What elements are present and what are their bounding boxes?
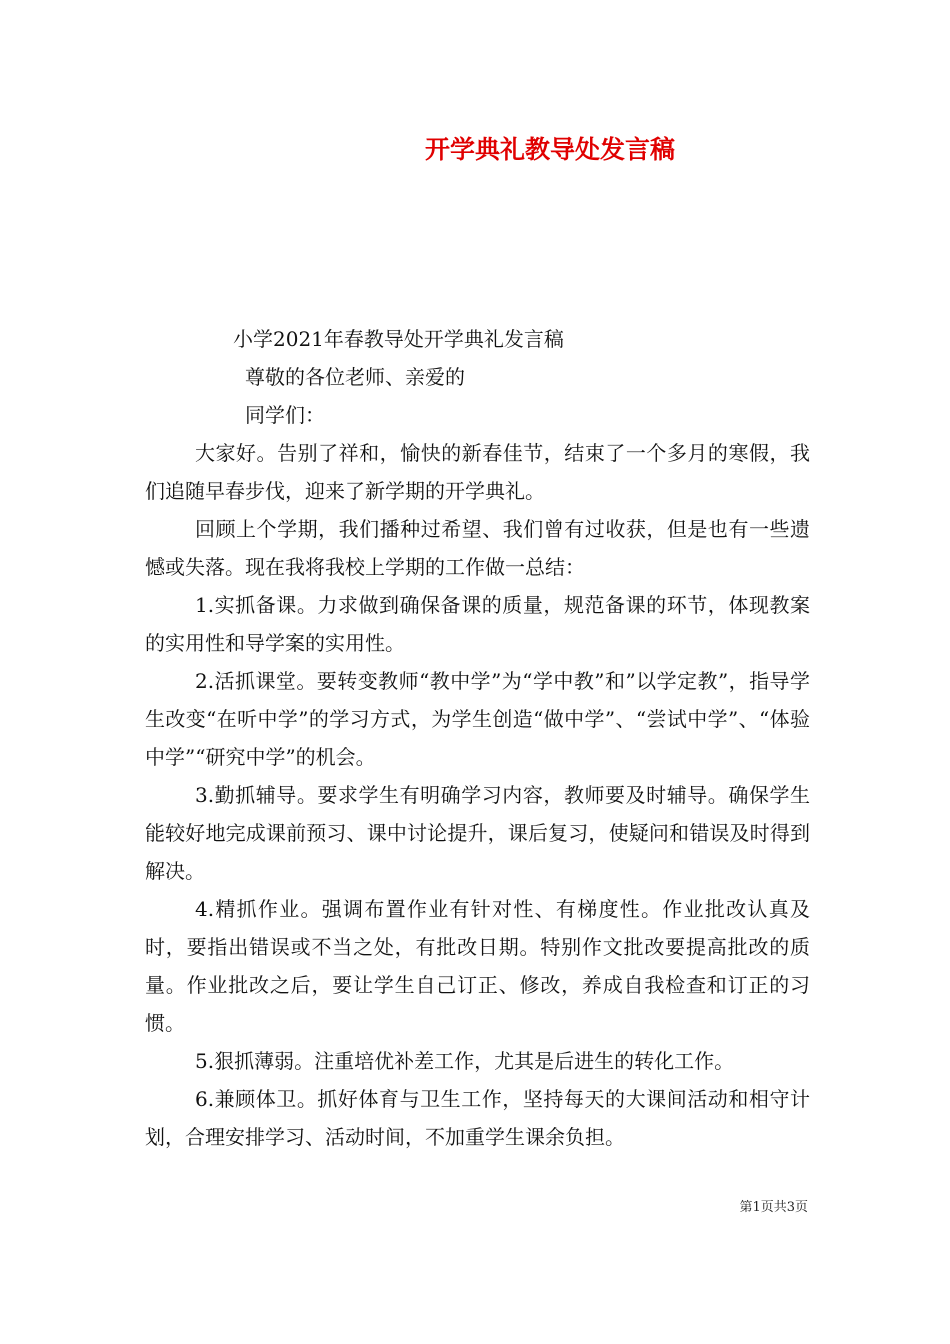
paragraph-item-6: 6.兼顾体卫。抓好体育与卫生工作，坚持每天的大课间活动和相守计划，合理安排学习、活动时间，不加重学生课余负担。 [145,1087,810,1149]
paragraph-item-2: 2.活抓课堂。要转变教师“教中学”为“学中教”和”以学定教”，指导学生改变“在听中学”的学习方式，为学生创造“做中学”、“尝试中学”、“体验中学”“研究中学”的机会。 [145,669,810,769]
paragraph-item-4: 4.精抓作业。强调布置作业有针对性、有梯度性。作业批改认真及时，要指出错误或不当之处，有批改日期。特别作文批改要提高批改的质量。作业批改之后，要让学生自己订正、修改，养成自我检查和订正的习惯。 [145,897,810,1035]
salutation-line-2: 同学们： [245,403,325,427]
page-number: 第1页共3页 [739,1200,808,1215]
paragraph-item-3: 3.勤抓辅导。要求学生有明确学习内容，教师要及时辅导。确保学生能较好地完成课前预习、课中讨论提升，课后复习，使疑问和错误及时得到解决。 [145,783,810,883]
salutation-line-1: 尊敬的各位老师、亲爱的 [245,365,465,389]
paragraph-greeting: 大家好。告别了祥和，愉快的新春佳节，结束了一个多月的寒假，我们追随早春步伐，迎来了新学期的开学典礼。 [145,441,810,503]
document-body [145,320,810,1156]
document-subtitle: 小学2021年春教导处开学典礼发言稿 [233,327,564,351]
paragraph-item-5: 5.狠抓薄弱。注重培优补差工作，尤其是后进生的转化工作。 [195,1049,735,1073]
paragraph-review: 回顾上个学期，我们播种过希望、我们曾有过收获，但是也有一些遗憾或失落。现在我将我校上学期的工作做一总结： [145,517,810,579]
paragraph-item-1: 1.实抓备课。力求做到确保备课的质量，规范备课的环节，体现教案的实用性和导学案的实用性。 [145,593,810,655]
document-title: 开学典礼教导处发言稿 [424,135,675,164]
